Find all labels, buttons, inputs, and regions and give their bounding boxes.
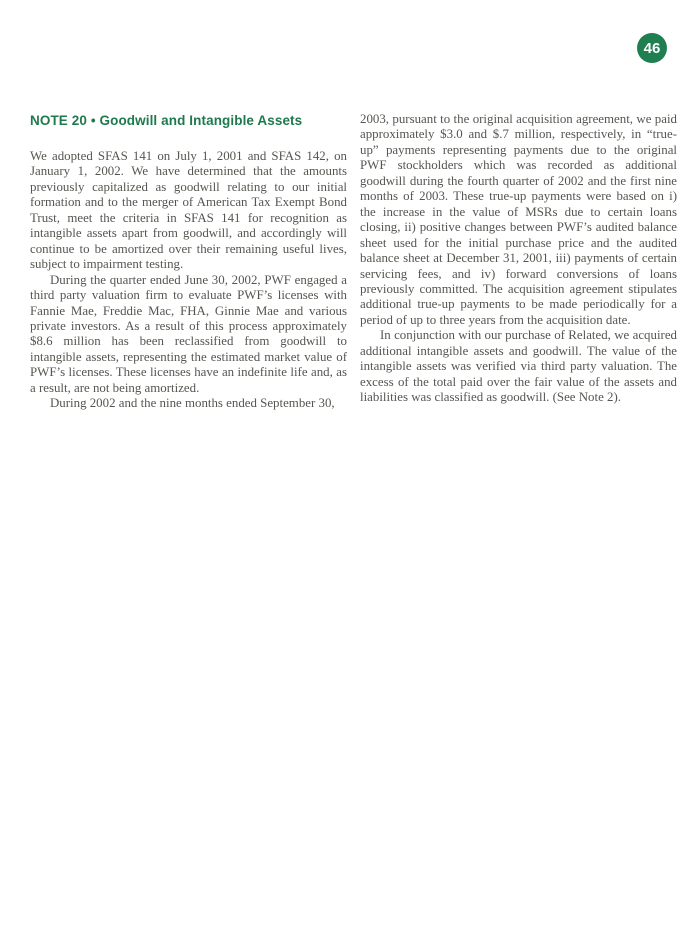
page-number-badge — [637, 33, 667, 63]
note-heading: NOTE 20 • Goodwill and Intangible Assets — [30, 113, 303, 128]
paragraph: During 2002 and the nine months ended September 30, — [50, 396, 335, 411]
paragraph: During the quarter ended June 30, 2002, PWF engaged a third party valuation firm to evaluate PWF’s licenses with Fannie Mae, Freddie Mac, FHA, Ginnie Mae and various private investors. As a result of this process approximately $8.6 million has been reclassified from goodwill to intangible assets, representing the estimated market value of PWF’s licenses. These licenses have an indefinite life and, as a result, are not being amortized. — [30, 272, 347, 395]
note-content — [30, 112, 678, 412]
paragraph: In conjunction with our purchase of Related, we acquired additional intangible assets and goodwill. The value of the intangible assets was verified via third party valuation. The excess of the total paid over the fair value of the assets and liabilities was classified as goodwill. (See Note 2). — [360, 328, 677, 405]
right-column — [360, 112, 677, 412]
page-number: 46 — [643, 39, 661, 57]
paragraph: 2003, pursuant to the original acquisition agreement, we paid approximately $3.0 and $.7 million, respectively, in “true-up” payments representing payments due to the original PWF stockholders which was recorded as additional goodwill during the fourth quarter of 2002 and the first nine months of 2003. These true-up payments were based on i) the increase in the value of MSRs due to certain loans closing, ii) positive changes between PWF’s audited balance sheet used for the initial purchase price and the audited balance sheet at December 31, 2001, iii) payments of certain servicing fees, and iv) forward conversions of loans previously committed. The acquisition agreement stipulates additional true-up payments to be made periodically for a period of up to three years from the acquisition date. — [360, 112, 677, 327]
left-column — [30, 112, 347, 412]
paragraph: We adopted SFAS 141 on July 1, 2001 and SFAS 142, on January 1, 2002. We have determined that the amounts previously capitalized as goodwill relating to our initial formation and to the merger of American Tax Exempt Bond Trust, meet the criteria in SFAS 141 for recognition as intangible assets apart from goodwill, and accordingly will continue to be amortized over their remaining useful lives, subject to impairment testing. — [30, 149, 347, 272]
